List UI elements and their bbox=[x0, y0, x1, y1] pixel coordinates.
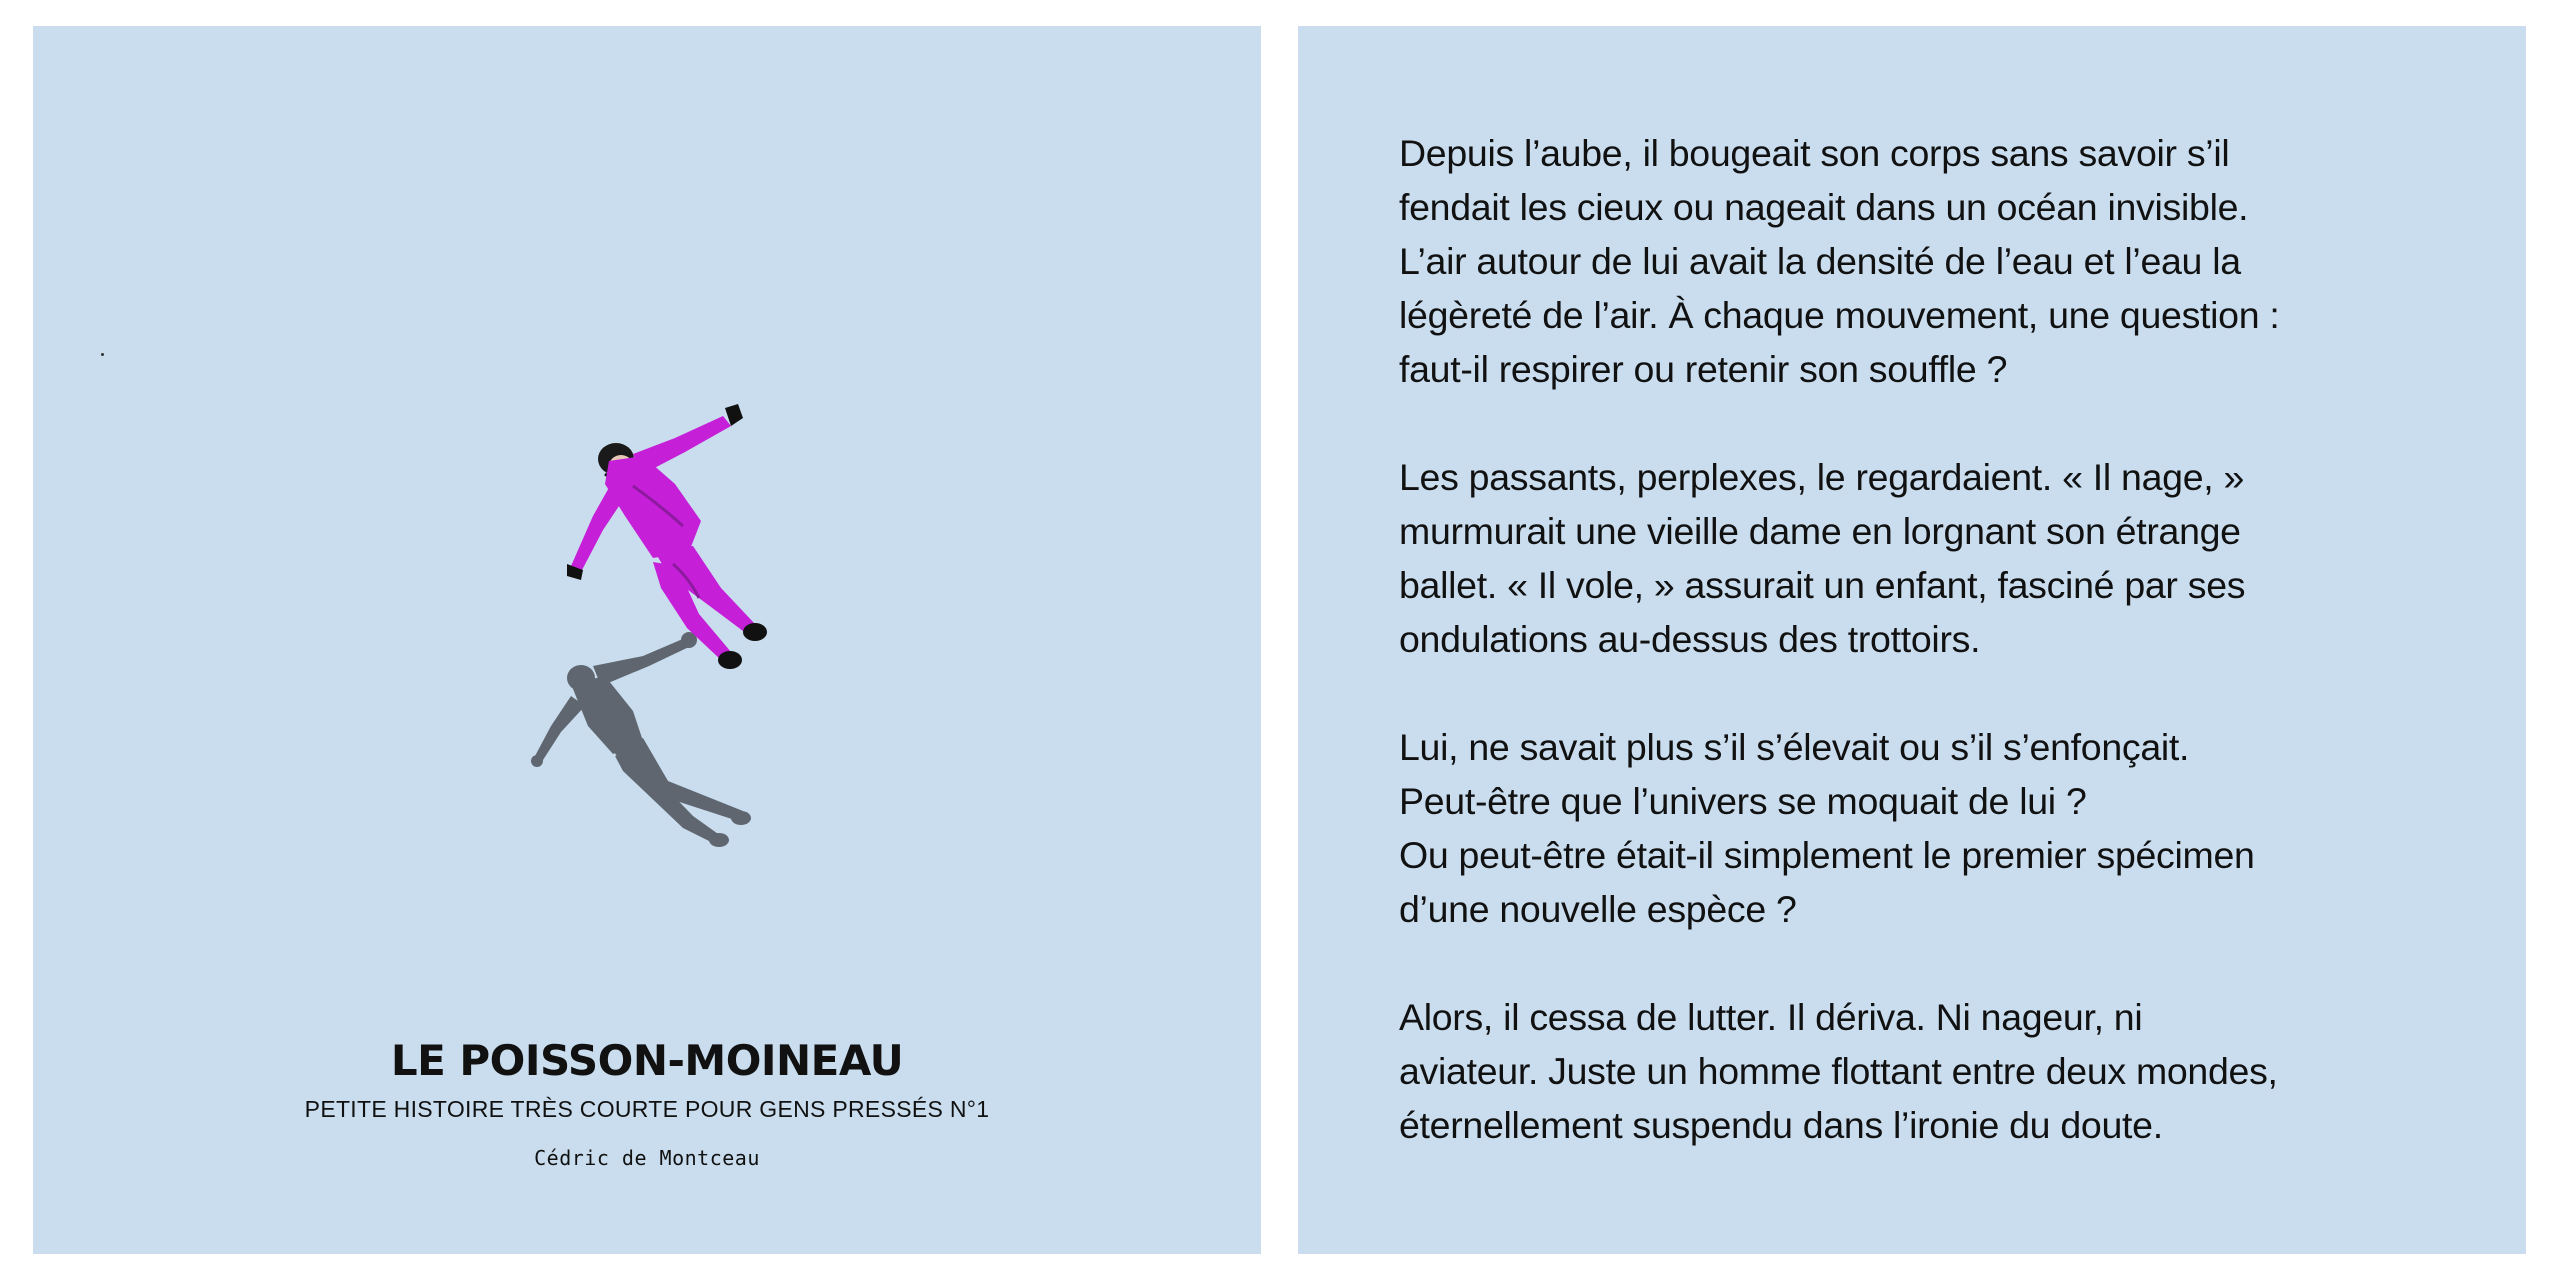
story-paragraph-2: Les passants, perplexes, le regardaient. « Il nage, » murmurait une vieille dame en lorgnant son étrange ballet. « Il vole, » assurait un enfant, fasciné par ses ondulations au-dessus des trottoirs. bbox=[1399, 456, 2246, 660]
floating-man-illustration bbox=[493, 366, 893, 866]
figure-shadow bbox=[531, 632, 751, 847]
cover-page bbox=[33, 26, 1261, 1254]
story-page bbox=[1298, 26, 2526, 1254]
book-title: LE POISSON-MOINEAU bbox=[390, 1036, 904, 1085]
book-subtitle: PETITE HISTOIRE TRÈS COURTE POUR GENS PRESSÉS N°1 bbox=[304, 1096, 990, 1123]
cover-title-block bbox=[33, 1036, 1261, 1170]
story-paragraph-3: Lui, ne savait plus s’il s’élevait ou s’il s’enfonçait. Peut-être que l’univers se moquait de lui ? Ou peut-être était-il simplement le premier spécimen d’une nouvelle espèce ? bbox=[1399, 726, 2255, 930]
story-text bbox=[1399, 126, 2479, 1152]
figure-purple-man bbox=[567, 404, 767, 669]
story-paragraph-1: Depuis l’aube, il bougeait son corps sans savoir s’il fendait les cieux ou nageait dans un océan invisible. L’air autour de lui avait la densité de l’eau et l’eau la légèreté de l’air. À chaque mouvement, une question : faut-il respirer ou retenir son souffle ? bbox=[1399, 132, 2280, 390]
book-author: Cédric de Montceau bbox=[534, 1145, 760, 1170]
ink-speck bbox=[101, 353, 104, 356]
story-paragraph-4: Alors, il cessa de lutter. Il dériva. Ni nageur, ni aviateur. Juste un homme flottant entre deux mondes, éternellement suspendu dans l’ironie du doute. bbox=[1399, 996, 2278, 1146]
